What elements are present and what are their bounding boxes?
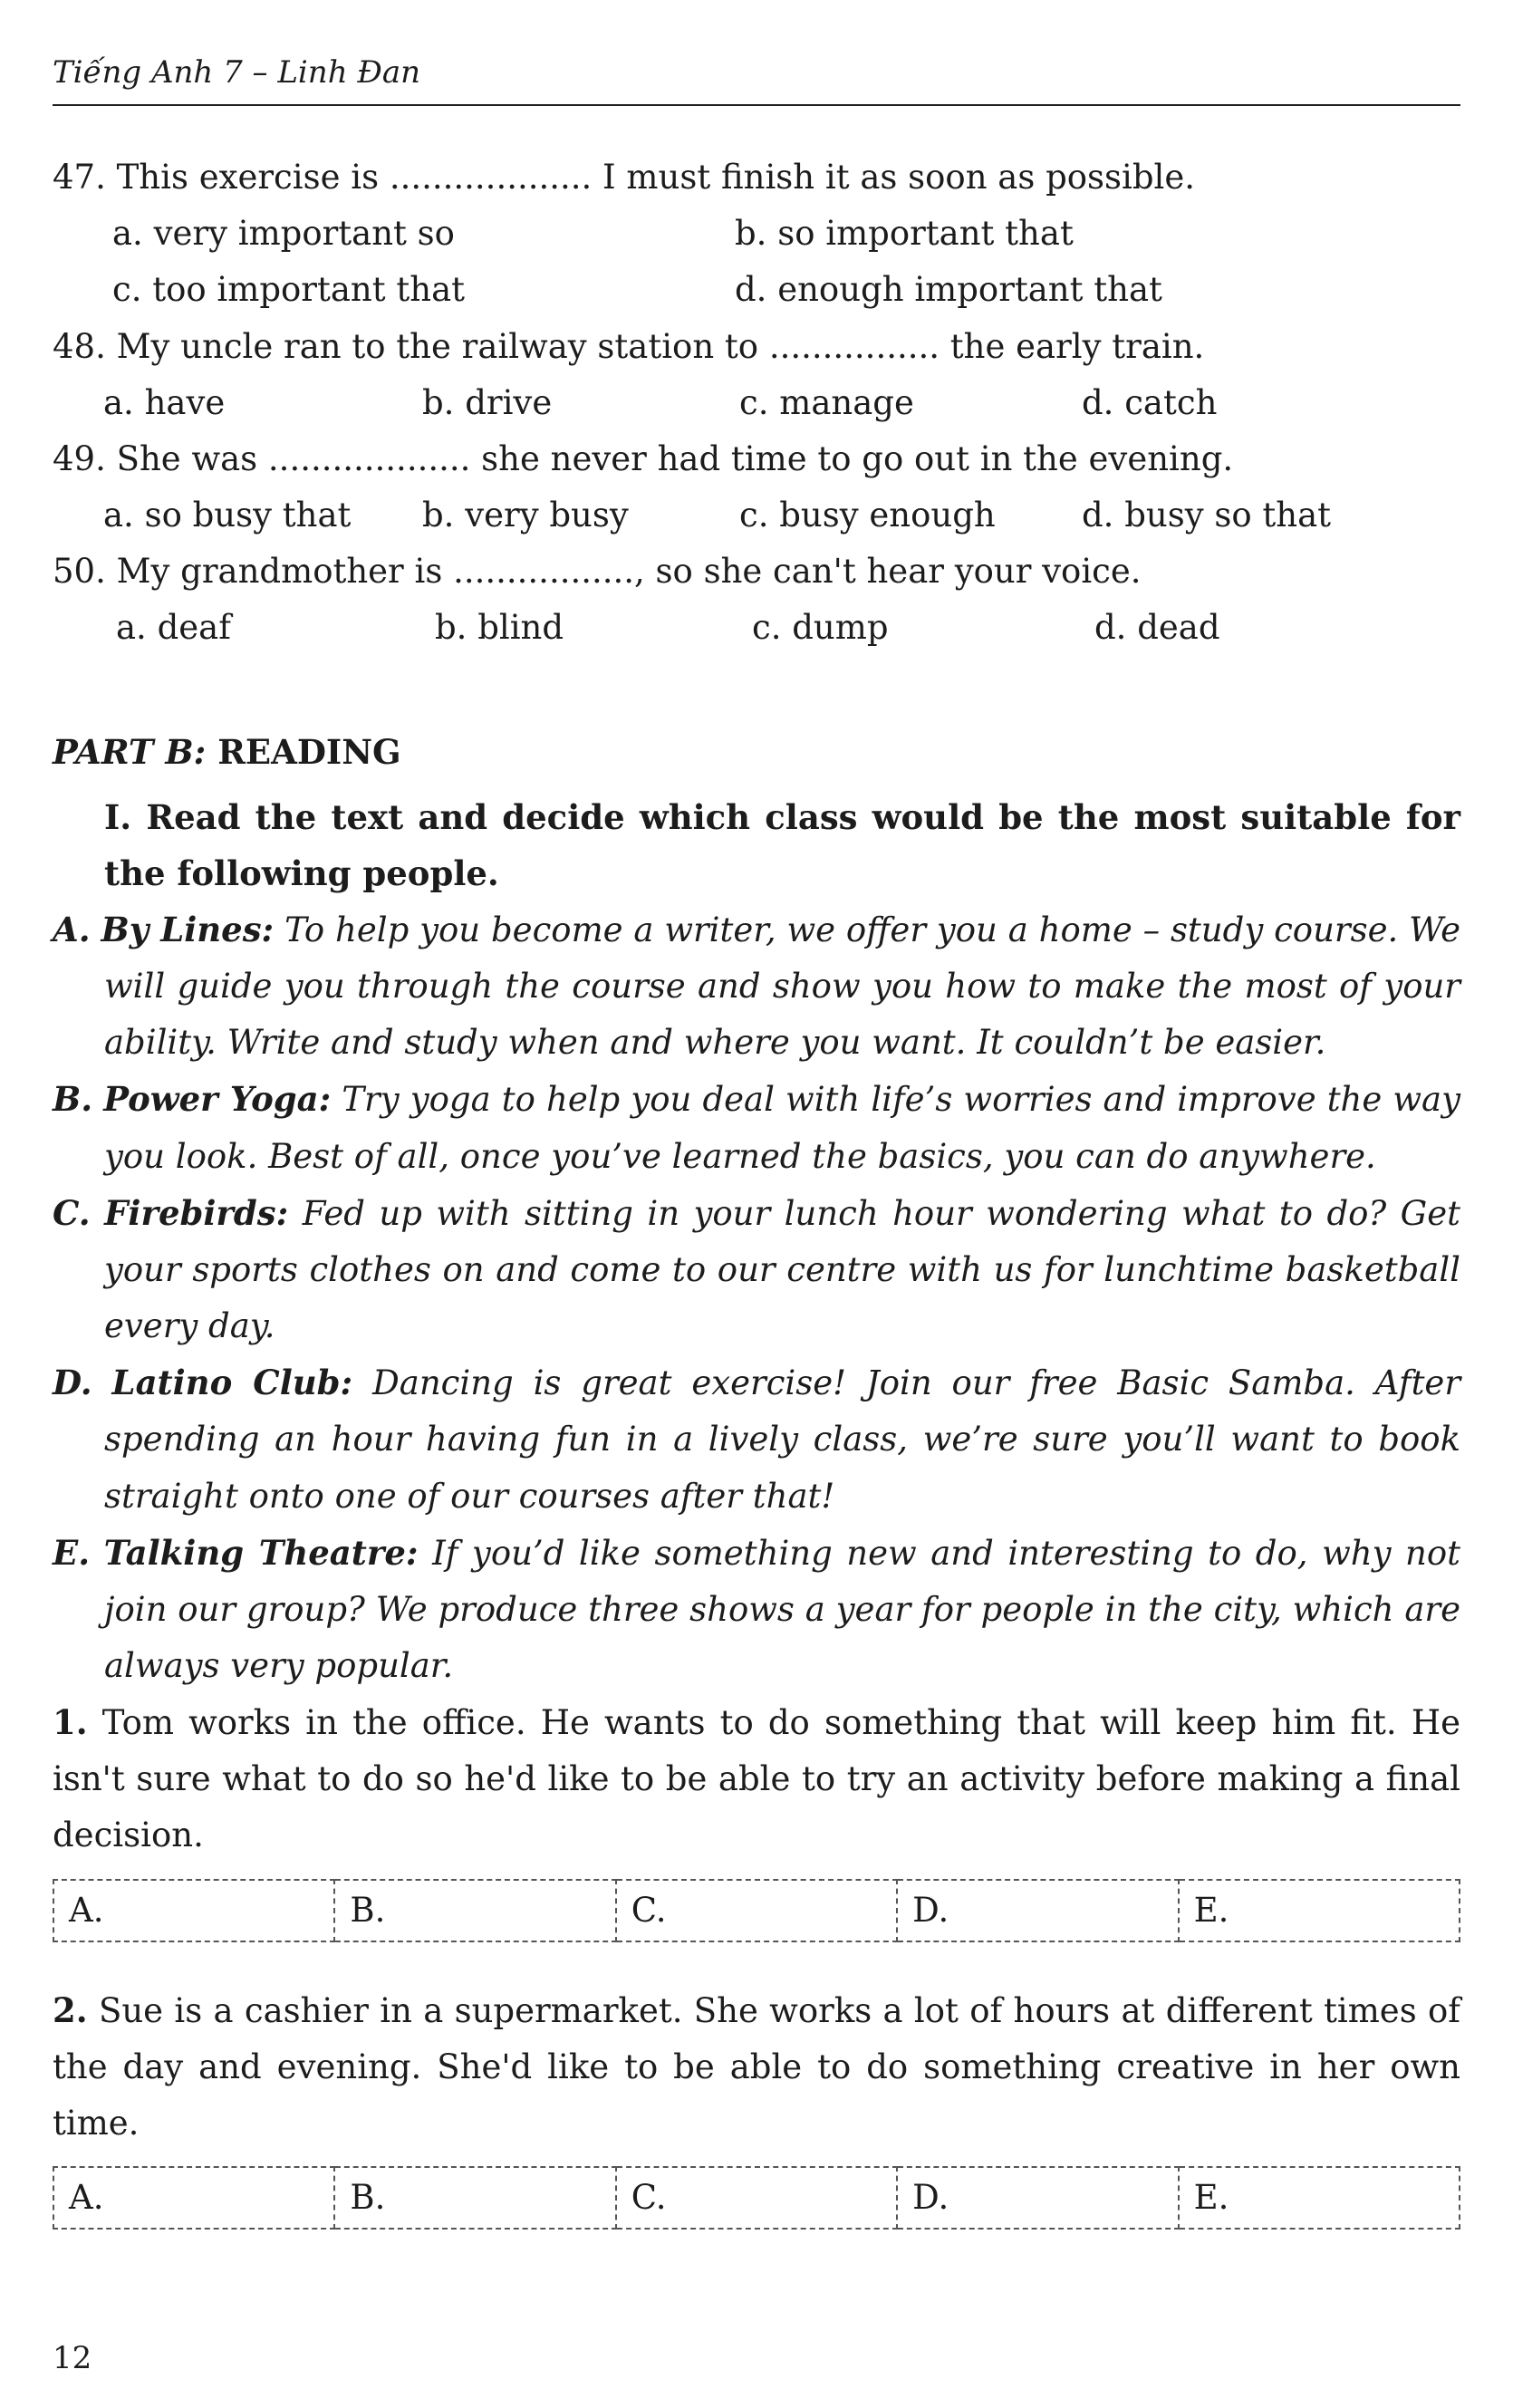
option-cell: d. busy so that: [1082, 496, 1332, 535]
header-rule: [53, 104, 1460, 106]
option-cell: c. manage: [739, 382, 914, 422]
option-cell: d. enough important that: [735, 270, 1162, 310]
item-number: 1.: [53, 1702, 88, 1743]
page-header-title: Tiếng Anh 7 – Linh Đan: [53, 54, 421, 91]
option-cell: b. blind: [435, 608, 564, 648]
passage-text: Fed up with sitting in your lunch hour wondering what to do? Get your sports clothes on and come to our centre with us for lunchtime basketball every day.: [104, 1193, 1461, 1346]
passage-e: [53, 1525, 1460, 1694]
option-cell: d. catch: [1082, 382, 1218, 422]
question-body: My grandmother is ................., so she can't hear your voice.: [116, 552, 1142, 592]
answer-cell-d: D.: [897, 2167, 1178, 2229]
answer-cell-b: B.: [334, 1880, 615, 1941]
answer-cell-c: C.: [616, 2167, 897, 2229]
question-47-options: [112, 206, 1460, 318]
answer-cell-d: D.: [897, 1880, 1178, 1941]
passage-label: A.: [53, 909, 91, 949]
option-cell: b. drive: [422, 382, 553, 422]
part-b-title: READING: [217, 731, 401, 772]
answer-table-2: [53, 2166, 1460, 2230]
answer-row: [53, 1880, 1460, 1941]
question-body: She was ................... she never had time to go out in the evening.: [116, 438, 1234, 478]
passage-text: Dancing is great exercise! Join our free Basic Samba. After spending an hour having fun in a lively class, we’re sure you’ll want to book straight onto one of our courses after that!: [104, 1363, 1461, 1516]
passage-title: Talking Theatre:: [103, 1532, 419, 1573]
option-cell: a. deaf: [116, 608, 231, 648]
question-body: This exercise is ................... I must finish it as soon as possible.: [116, 158, 1196, 197]
passage-a: [53, 901, 1460, 1071]
item-number: 2.: [53, 1989, 88, 2030]
item-text: Tom works in the office. He wants to do something that will keep him fit. He isn't sure what to do so he'd like to be able to try an activity before making a final decision.: [53, 1703, 1460, 1855]
reading-item-1: [53, 1694, 1460, 1864]
passage-label: E.: [53, 1532, 91, 1573]
passage-title: By Lines:: [101, 909, 275, 949]
part-b-heading: [53, 724, 1460, 780]
question-50-options: [116, 600, 1460, 656]
question-number: 48.: [53, 326, 106, 366]
question-number: 47.: [53, 158, 106, 197]
passage-d: [53, 1354, 1460, 1524]
answer-cell-e: E.: [1179, 2167, 1460, 2229]
question-48-options: [103, 375, 1460, 431]
passage-title: Power Yoga:: [103, 1079, 332, 1120]
option-cell: b. very busy: [422, 496, 629, 535]
passage-label: C.: [53, 1192, 91, 1233]
question-number: 50.: [53, 552, 106, 592]
passage-c: [53, 1185, 1460, 1354]
question-50-text: [53, 544, 1460, 600]
option-cell: a. so busy that: [103, 496, 352, 535]
passage-text: If you’d like something new and interesting to do, why not join our group? We produce three shows a year for people in the city, which are always very popular.: [104, 1533, 1460, 1686]
option-cell: b. so important that: [735, 214, 1074, 254]
passage-text: Try yoga to help you deal with life’s worries and improve the way you look. Best of all, once you’ve learned the basics, you can do anywhere.: [104, 1080, 1461, 1176]
option-cell: c. busy enough: [739, 496, 996, 535]
answer-cell-a: A.: [53, 2167, 334, 2229]
question-48-text: [53, 319, 1460, 375]
reading-item-2: [53, 1982, 1460, 2152]
answer-row: [53, 2167, 1460, 2229]
part-b-label: PART B:: [53, 731, 207, 772]
option-cell: a. very important so: [112, 214, 455, 254]
answer-cell-c: C.: [616, 1880, 897, 1941]
option-cell: c. too important that: [112, 270, 466, 310]
passage-title: Firebirds:: [104, 1192, 289, 1233]
question-49-options: [103, 487, 1460, 544]
answer-cell-b: B.: [334, 2167, 615, 2229]
answer-cell-a: A.: [53, 1880, 334, 1941]
page-number: 12: [53, 2339, 92, 2376]
question-body: My uncle ran to the railway station to ................ the early train.: [116, 326, 1205, 366]
option-cell: d. dead: [1094, 608, 1220, 648]
passage-b: [53, 1071, 1460, 1184]
passage-text: To help you become a writer, we offer you a home – study course. We will guide you through the course and show you how to make the most of your ability. Write and study when and where you want. It couldn’t be easier.: [104, 910, 1461, 1063]
answer-cell-e: E.: [1179, 1880, 1460, 1941]
item-text: Sue is a cashier in a supermarket. She works a lot of hours at different times of the day and evening. She'd like to be able to do something creative in her own time.: [53, 1990, 1460, 2143]
question-47-text: [53, 149, 1460, 206]
reading-instruction: I. Read the text and decide which class would be the most suitable for the following people.: [104, 796, 1460, 893]
passage-title: Latino Club:: [111, 1363, 353, 1403]
option-cell: c. dump: [752, 608, 889, 648]
question-number: 49.: [53, 438, 106, 478]
passage-label: D.: [53, 1363, 92, 1403]
question-49-text: [53, 431, 1460, 487]
answer-table-1: [53, 1879, 1460, 1942]
option-cell: a. have: [103, 382, 226, 422]
passage-label: B.: [53, 1079, 93, 1120]
